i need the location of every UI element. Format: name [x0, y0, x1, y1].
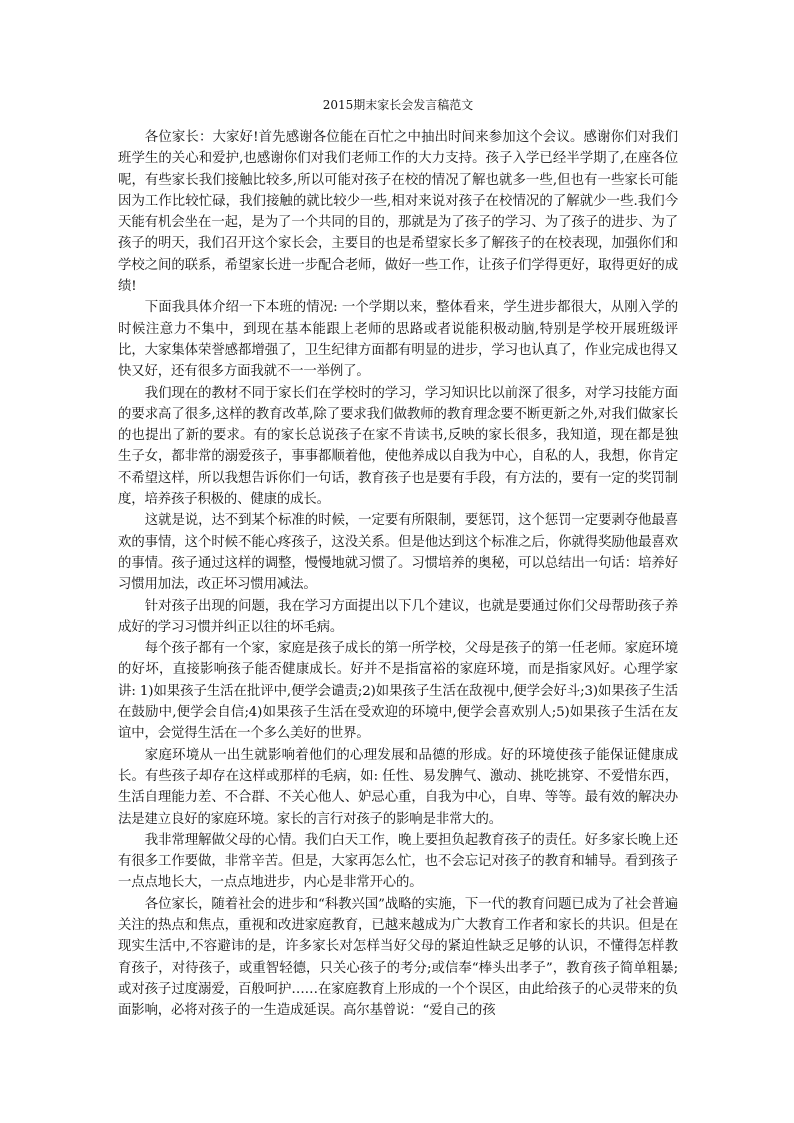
paragraph-family-environment: 家庭环境从一出生就影响着他们的心理发展和品德的形成。好的环境使孩子能保证健康成长。有些孩子却存在这样或那样的毛病，如: 任性、易发脾气、激动、挑吃挑穿、不爱惜东西，生活自理能力差、不合群、不关心他人、妒忌心重，自我为中心，自卑、等等。最有效的解决办法是建立良好的家庭环境。家长的言行对孩子的影响是非常大的。: [118, 747, 678, 827]
paragraph-parents-feelings: 我非常理解做父母的心情。我们白天工作，晚上要担负起教育孩子的责任。好多家长晚上还有很多工作要做，非常辛苦。但是，大家再怎么忙，也不会忘记对孩子的教育和辅导。看到孩子一点点地长大，一点点地进步，内心是非常开心的。: [118, 832, 678, 891]
document-page: [118, 96, 678, 1021]
paragraph-reward-punishment: 这就是说，达不到某个标准的时候，一定要有所限制，要惩罚，这个惩罚一定要剥夺他最喜欢的事情，这个时候不能心疼孩子，这没关系。但是他达到这个标准之后，你就得奖励他最喜欢的事情。孩子通过这样的调整，慢慢地就习惯了。习惯培养的奥秘，可以总结出一句话：培养好习惯用加法，改正坏习惯用减法。: [118, 513, 678, 593]
paragraph-class-situation: 下面我具体介绍一下本班的情况: 一个学期以来，整体看来，学生进步都很大，从刚入学的时候注意力不集中，到现在基本能跟上老师的思路或者说能积极动脑,特别是学校开展班级评比，大家集体荣誉感都增强了，卫生纪律方面都有明显的进步，学习也认真了，作业完成也得又快又好，还有很多方面我就不一一举例了。: [118, 300, 678, 380]
paragraph-greeting: 各位家长：大家好!首先感谢各位能在百忙之中抽出时间来参加这个会议。感谢你们对我们班学生的关心和爱护,也感谢你们对我们老师工作的大力支持。孩子入学已经半学期了,在座各位呢，有些家长我们接触比较多,所以可能对孩子在校的情况了解也就多一些,但也有一些家长可能因为工作比较忙碌，我们接触的就比较少一些,相对来说对孩子在校情况的了解就少一些.我们今天能有机会坐在一起，是为了一个共同的目的，那就是为了孩子的学习、为了孩子的进步、为了孩子的明天，我们召开这个家长会，主要目的也是希望家长多了解孩子的在校表现，加强你们和学校之间的联系，希望家长进一步配合老师，做好一些工作，让孩子们学得更好，取得更好的成绩!: [118, 130, 678, 295]
document-title: 2015期末家长会发言稿范文: [322, 98, 474, 112]
paragraph-teaching-materials: 我们现在的教材不同于家长们在学校时的学习，学习知识比以前深了很多，对学习技能方面的要求高了很多,这样的教育改革,除了要求我们做教师的教育理念要不断更新之外,对我们做家长的也提出了新的要求。有的家长总说孩子在家不肯读书,反映的家长很多，我知道，现在都是独生子女，都非常的溺爱孩子，事事都顺着他，使他养成以自我为中心，自私的人，我想，你肯定不希望这样，所以我想告诉你们一句话，教育孩子也是要有手段，有方法的，要有一定的奖罚制度，培养孩子积极的、健康的成长。: [118, 385, 678, 508]
paragraph-family-education: 各位家长，随着社会的进步和“科教兴国”战略的实施，下一代的教育问题已成为了社会普遍关注的热点和焦点，重视和改进家庭教育，已越来越成为广大教育工作者和家长的共识。但是在现实生活中,不容避讳的是，许多家长对怎样当好父母的紧迫性缺乏足够的认识，不懂得怎样教育孩子，对待孩子，或重智轻德，只关心孩子的考分;或信奉“棒头出孝子”，教育孩子简单粗暴;或对孩子过度溺爱，百般呵护……在家庭教育上形成的一个个误区，由此给孩子的心灵带来的负面影响，必将对孩子的一生造成延误。高尔基曾说：“爱自己的孩: [118, 896, 678, 1019]
paragraph-family-school: 每个孩子都有一个家，家庭是孩子成长的第一所学校，父母是孩子的第一任老师。家庭环境的好坏，直接影响孩子能否健康成长。好并不是指富裕的家庭环境，而是指家风好。心理学家讲: 1)如果孩子生活在批评中,便学会谴责;2)如果孩子生活在敌视中,便学会好斗;3)如果孩子生活在鼓励中,便学会自信;4)如果孩子生活在受欢迎的环境中,便学会喜欢别人;5)如果孩子生活在友谊中，会觉得生活在一个多么美好的世界。: [118, 641, 678, 742]
paragraph-suggestions-intro: 针对孩子出现的问题，我在学习方面提出以下几个建议，也就是要通过你们父母帮助孩子养成好的学习习惯并纠正以往的坏毛病。: [118, 598, 678, 635]
